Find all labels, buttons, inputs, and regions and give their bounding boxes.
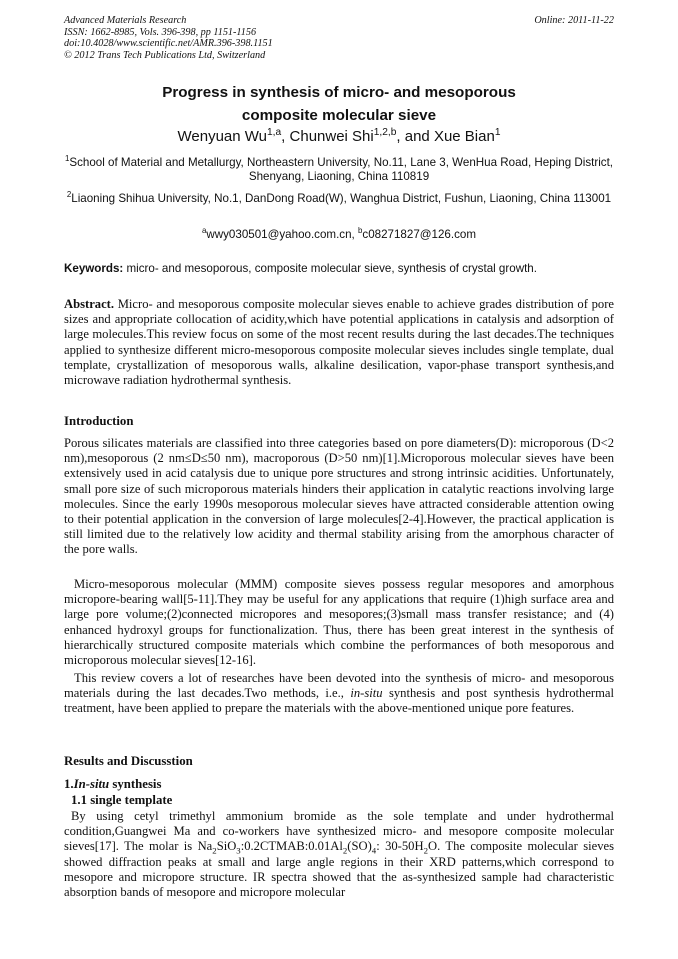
- subscript: 2: [342, 845, 348, 856]
- section-number: 1.: [64, 777, 74, 791]
- keywords-text: micro- and mesoporous, composite molecular sieve, synthesis of crystal growth.: [123, 262, 537, 275]
- doi-line: doi:10.4028/www.scientific.net/AMR.396-398.1151: [64, 38, 273, 50]
- affiliation-sup: 2: [66, 190, 72, 200]
- subscript: 2: [423, 845, 428, 856]
- abstract: [64, 297, 614, 388]
- author-sup: 1,2,b: [373, 127, 397, 138]
- section-title: synthesis: [109, 777, 162, 791]
- email-line: [64, 228, 614, 242]
- journal-header: [64, 15, 273, 61]
- subscript: 3: [236, 845, 241, 856]
- author-sup: 1: [494, 127, 501, 138]
- affiliation-2: [64, 192, 614, 206]
- emphasis: in-situ: [350, 686, 383, 701]
- results-paragraph-1: [64, 809, 614, 900]
- journal-name: Advanced Materials Research: [64, 15, 187, 26]
- text-run: O. The composite molecular sieves showed diffraction peaks at small and large angle regions in their XRD patterns,which correspond to mesopore and micropore structure. IR spectra showed that the as-synthesized sample had characteristic absorption bands of mesopore and micropore molecular: [64, 839, 615, 900]
- introduction-paragraph-1: Porous silicates materials are classified into three categories based on pore diameters(D): microporous (D<2 nm),mesoporous (2 nm≤D≤50 nm), macroporous (D>50 nm)[1].Microporous molecular sieves have been extensively used in acid catalysis due to unique pore structures and strong intrinsic acidities. Unfortunately, small pore size of such microporous materials hinders their application in catalytic reactions involving large molecules. Since the early 1990s mesoporous molecular sieves have attracted considerable attention owing to their potential application in the conversion of large molecules[2-4].However, the practical application is still limited due to the relatively low acidity and thermal stability arising from the amorphous character of the pore walls.: [64, 436, 614, 557]
- introduction-heading: Introduction: [64, 414, 134, 428]
- email-b: c08271827@126.com: [362, 228, 477, 241]
- copyright-line: © 2012 Trans Tech Publications Ltd, Switzerland: [64, 49, 266, 61]
- author-name: Xue Bian: [433, 128, 495, 145]
- text-run: By using cetyl trimethyl ammonium bromide as the sole template and under hydrothermal condition,Guangwei Ma and co-workers have synthesized micro- and mesopore composite molecular sieves[17]. The molar is Na: [64, 809, 614, 854]
- text-run: synthesis and post synthesis hydrothermal treatment, have been applied to prepare the materials with the above-mentioned unique pore features.: [64, 686, 614, 716]
- author-list: [40, 128, 638, 146]
- keywords: [64, 262, 614, 276]
- author-name: Chunwei Shi: [289, 128, 374, 145]
- affiliation-text: Liaoning Shihua University, No.1, DanDong Road(W), Wanghua District, Fushun, Liaoning, China 113001: [71, 192, 612, 205]
- results-heading: Results and Discusstion: [64, 754, 193, 768]
- affiliation-text: School of Material and Metallurgy, Northeastern University, No.11, Lane 3, WenHua Road, Heping District, Shenyang, Liaoning, China 110819: [69, 156, 614, 183]
- affiliation-1: [64, 156, 614, 184]
- text-run: :0.2CTMAB:0.01Al: [240, 839, 343, 854]
- section-1-heading: [64, 777, 161, 792]
- author-sup: 1,a: [267, 127, 282, 138]
- keywords-label: Keywords:: [64, 262, 124, 275]
- affiliation-sup: 1: [64, 154, 70, 164]
- emphasis: In-situ: [73, 777, 110, 791]
- text-run: SiO: [216, 839, 237, 854]
- paper-title-line-2: composite molecular sieve: [241, 107, 437, 124]
- introduction-paragraph-3: [64, 671, 614, 717]
- subscript: 4: [371, 845, 377, 856]
- abstract-label: Abstract.: [64, 297, 115, 311]
- introduction-paragraph-2: Micro-mesoporous molecular (MMM) composite sieves possess regular mesopores and amorphous micropore-bearing wall[5-11].They may be useful for any applications that require (1)high surface area and large pore volume;(2)connected micropores and mesopores;(3)small mass transfer resistance; and (4) enhanced hydroxyl groups for functionalization. Thus, there has been great interest in the synthesis of hierarchically structured composite materials which combine the performances of both mesoporous and microporous molecular sieves[12-16].: [64, 577, 614, 668]
- text-run: (SO): [347, 839, 372, 854]
- author-sep: ,: [281, 128, 290, 145]
- text-run: : 30-50H: [376, 839, 424, 854]
- paper-title-line-1: Progress in synthesis of micro- and mesoporous: [162, 84, 516, 101]
- online-date: Online: 2011-11-22: [534, 15, 614, 26]
- email-a: wwy030501@yahoo.com.cn,: [206, 228, 358, 241]
- author-sep: , and: [396, 128, 434, 145]
- abstract-text: Micro- and mesoporous composite molecular sieves enable to achieve grades distribution of pore sizes and appropriate collocation of acidity,which have potential applications in catalysis and adsorption of large molecules.This review focus on some of the most recent results during the last decades.The techniques applied to synthesize different micro-mesoporous composite molecular sieves includes single template, dual template, crystallization of mesoporous walls, alkaline desilication, vapor-phase transport synthesis,and microwave radiation hydrothermal synthesis.: [64, 297, 614, 388]
- author-name: Wenyuan Wu: [177, 128, 267, 145]
- issn-line: ISSN: 1662-8985, Vols. 396-398, pp 1151-1156: [64, 26, 257, 38]
- email-sup: a: [201, 226, 207, 236]
- subscript: 2: [212, 845, 217, 856]
- email-sup: b: [358, 226, 363, 236]
- section-1-1-heading: 1.1 single template: [71, 793, 173, 807]
- text-run: This review covers a lot of researches have been devoted into the synthesis of micro- and mesoporous materials during the last decades.Two methods, i.e.,: [64, 671, 614, 701]
